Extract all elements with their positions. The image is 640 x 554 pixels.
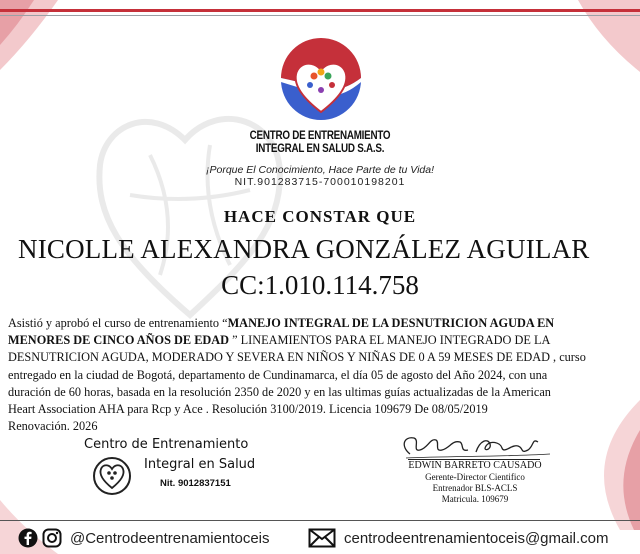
body-text: Asistió y aprobó el curso de entrenamiento “ xyxy=(8,316,228,330)
email-address: centrodeentrenamientoceis@gmail.com xyxy=(344,529,609,547)
body-line: entregado en la ciudad de Bogotá, departamento de Cundinamarca, el día 05 de agosto del Año 2024, con una xyxy=(8,367,548,382)
organization-logo xyxy=(280,38,362,124)
facebook-icon xyxy=(18,528,38,548)
stamp-line2: Integral en Salud xyxy=(144,457,256,472)
certificate-heading: HACE CONSTAR QUE xyxy=(223,207,417,226)
mail-icon xyxy=(308,528,336,548)
organization-nit: NIT.901283715-700010198201 xyxy=(234,176,406,188)
top-red-rule xyxy=(0,9,640,12)
signer-certification: Entrenador BLS-ACLS xyxy=(432,483,518,493)
course-title-part1: MANEJO INTEGRAL DE LA DESNUTRICION AGUDA EN xyxy=(227,316,555,330)
course-title-part2: MENORES DE CINCO AÑOS DE EDAD xyxy=(8,333,230,348)
recipient-id-number: CC:1.010.114.758 xyxy=(221,270,419,300)
bottom-rule xyxy=(0,520,640,521)
signer-name: EDWIN BARRETO CAUSADO xyxy=(408,460,542,471)
body-text: ” LINEAMIENTOS PARA EL MANEJO INTEGRADO DE LA xyxy=(229,333,551,348)
body-line: Heart Association AHA para Rcp y Ace . Resolución 3100/2019. Licencia 109679 De 08/05/2019 xyxy=(8,402,488,417)
top-grey-rule xyxy=(0,15,640,16)
body-line: Renovación. 2026 xyxy=(8,419,98,434)
stamp-nit: Nit. 9012837151 xyxy=(160,478,231,489)
organization-name-line2: INTEGRAL EN SALUD S.A.S. xyxy=(255,141,385,155)
stamp-line1: Centro de Entrenamiento xyxy=(84,437,249,452)
organization-slogan: ¡Porque El Conocimiento, Hace Parte de tu Vida! xyxy=(205,164,435,176)
organization-stamp xyxy=(78,437,278,497)
signature-block xyxy=(390,430,560,520)
stamp-heart-icon xyxy=(92,456,132,496)
footer-email xyxy=(308,528,609,548)
body-line: DESNUTRICION AGUDA, MODERADO Y SEVERA EN NIÑOS Y NIÑAS DE 0 A 59 MESES DE EDAD , curso xyxy=(8,350,586,365)
body-line xyxy=(8,315,640,332)
organization-name-line1: CENTRO DE ENTRENAMIENTO xyxy=(249,128,391,142)
footer-social xyxy=(18,528,270,548)
right-corner-decoration xyxy=(560,0,640,80)
left-corner-decoration xyxy=(0,0,60,80)
social-handle: @Centrodeentrenamientoceis xyxy=(70,529,270,547)
body-line: duración de 60 horas, basada en la resolución 2350 de 2020 y en las ultimas guías actualizadas de la American xyxy=(8,384,551,399)
signer-title: Gerente-Director Cientifico xyxy=(425,472,525,482)
body-line xyxy=(8,332,640,349)
recipient-name: NICOLLE ALEXANDRA GONZÁLEZ AGUILAR xyxy=(18,234,590,264)
certificate-body-text xyxy=(8,315,640,435)
signer-registration: Matricula. 109679 xyxy=(441,494,509,504)
instagram-icon xyxy=(42,528,62,548)
